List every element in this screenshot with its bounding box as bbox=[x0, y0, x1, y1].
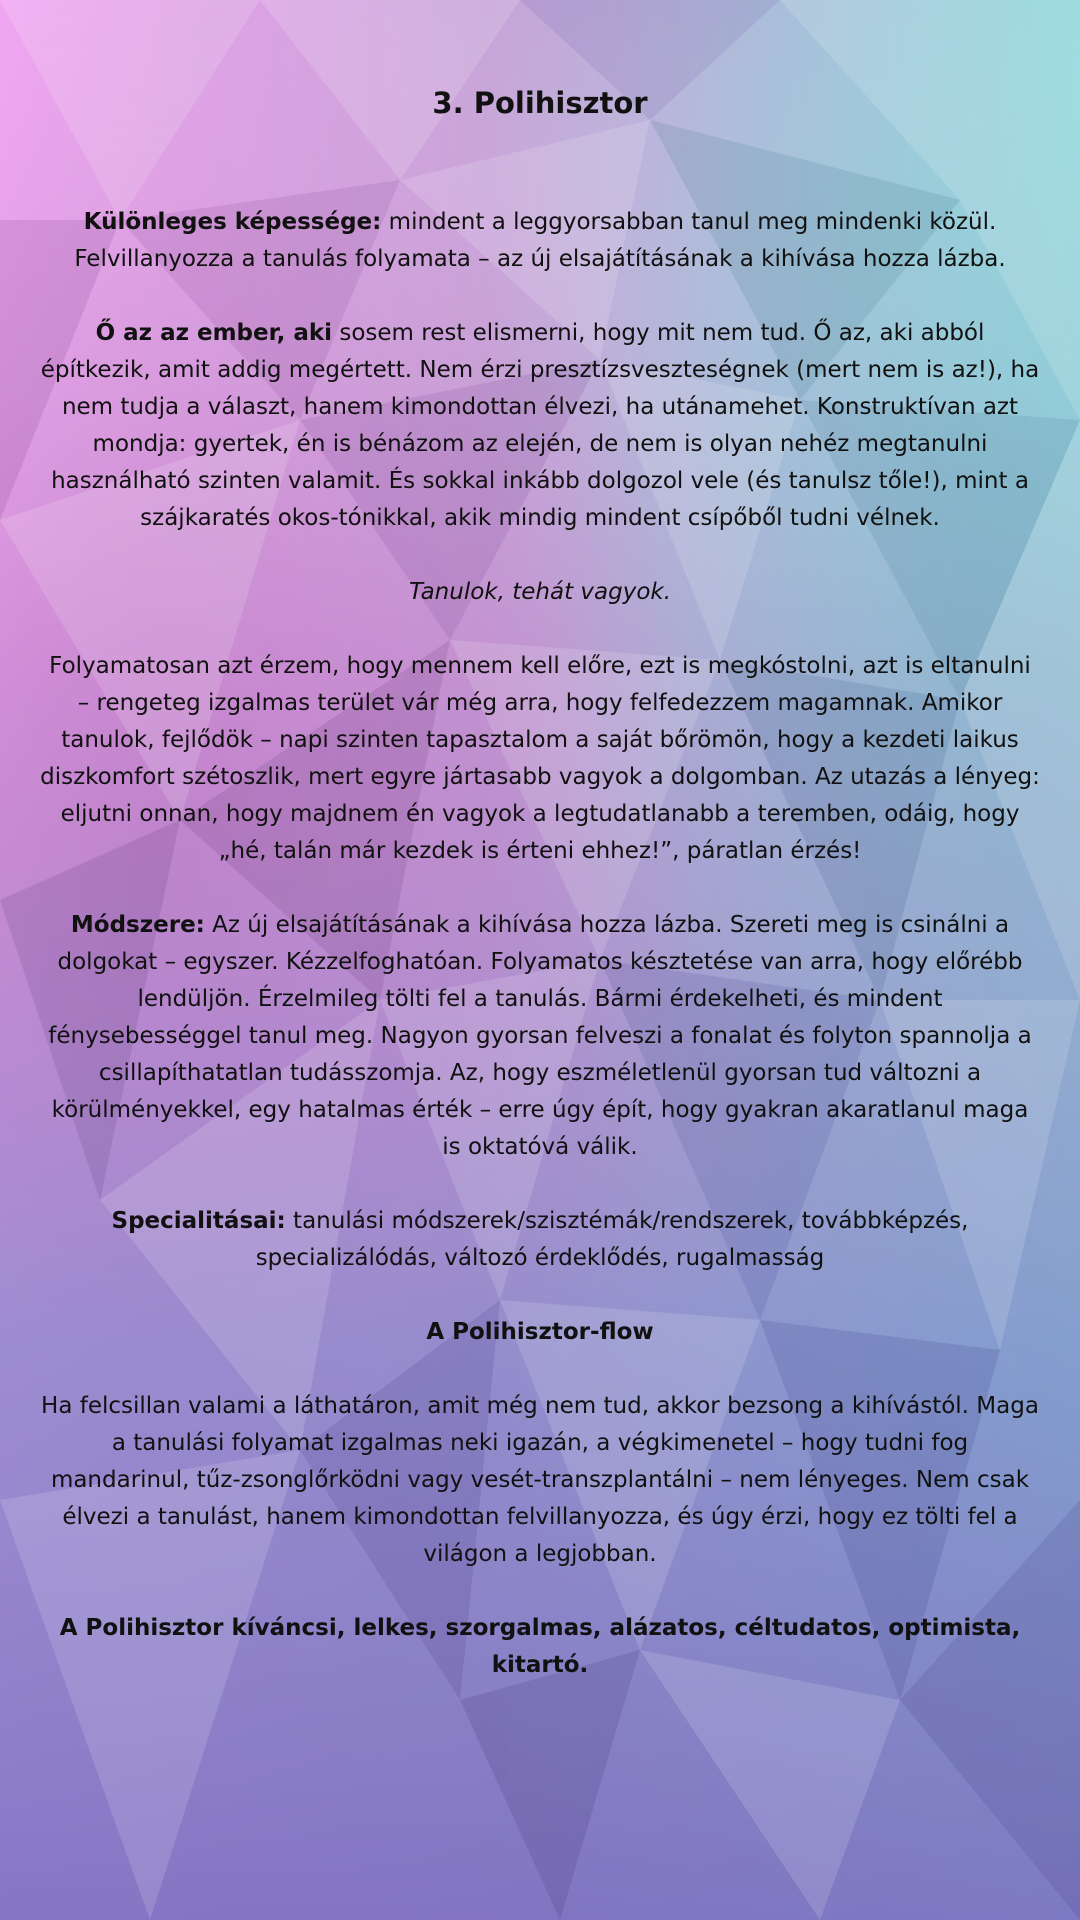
person-description-text: sosem rest elismerni, hogy mit nem tud. Ő az, aki abból építkezik, amit addig megértett. Nem érzi presztízsveszteségnek (mert nem is az!), ha nem tudja a választ, hanem kimondottan élvezi, ha utánamehet. Konstruktívan azt mondja: gyertek, én is bénázom az elején, de nem is olyan nehéz megtanulni használható szinten valamit. És sokkal inkább dolgozol vele (és tanulsz tőle!), mint a szájkaratés okos-tónikkal, akik mindig mindent csípőből tudni vélnek. bbox=[40, 320, 1040, 531]
method-paragraph bbox=[40, 907, 1040, 1166]
flow-heading: A Polihisztor-flow bbox=[426, 1319, 654, 1345]
method-label: Módszere: bbox=[70, 912, 205, 938]
page-title: 3. Polihisztor bbox=[432, 86, 648, 120]
article bbox=[40, 84, 1040, 1684]
specialties-paragraph bbox=[40, 1203, 1040, 1277]
person-description-label: Ő az az ember, aki bbox=[95, 320, 333, 346]
special-ability-paragraph bbox=[40, 204, 1040, 278]
method-text: Az új elsajátításának a kihívása hozza lázba. Szereti meg is csinálni a dolgokat – egyszer. Kézzelfoghatóan. Folyamatos késztetése van arra, hogy előrébb lendüljön. Érzelmileg tölti fel a tanulás. Bármi érdekelheti, és mindent fénysebességgel tanul meg. Nagyon gyorsan felveszi a fonalat és folyton spannolja a csillapíthatatlan tudásszomja. Az, hogy eszméletlenül gyorsan tud változni a körülményekkel, egy hatalmas érték – erre úgy épít, hogy gyakran akaratlanul maga is oktatóvá válik. bbox=[48, 912, 1032, 1160]
flow-paragraph: Ha felcsillan valami a láthatáron, amit még nem tud, akkor bezsong a kihívástól. Maga a tanulási folyamat izgalmas neki igazán, a végkimenetel – hogy tudni fog mandarinul, tűz-zsonglőrködni vagy vesét-transzplantálni – nem lényeges. Nem csak élvezi a tanulást, hanem kimondottan felvillanyozza, és úgy érzi, hogy ez tölti fel a világon a legjobban. bbox=[41, 1393, 1039, 1567]
specialties-label: Specialitásai: bbox=[111, 1208, 286, 1234]
first-person-paragraph: Folyamatosan azt érzem, hogy mennem kell előre, ezt is megkóstolni, azt is eltanulni – rengeteg izgalmas terület vár még arra, hogy felfedezzem magamnak. Amikor tanulok, fejlődök – napi szinten tapasztalom a saját bőrömön, hogy a kezdeti laikus diszkomfort szétoszlik, mert egyre jártasabb vagyok a dolgomban. Az utazás a lényeg: eljutni onnan, hogy majdnem én vagyok a legtudatlanabb a teremben, odáig, hogy „hé, talán már kezdek is érteni ehhez!”, páratlan érzés! bbox=[40, 653, 1040, 864]
closing-statement: A Polihisztor kíváncsi, lelkes, szorgalmas, alázatos, céltudatos, optimista, kitartó. bbox=[59, 1615, 1021, 1678]
special-ability-label: Különleges képessége: bbox=[83, 209, 382, 235]
specialties-text: tanulási módszerek/szisztémák/rendszerek, továbbképzés, specializálódás, változó érdeklődés, rugalmasság bbox=[255, 1208, 969, 1271]
motto: Tanulok, tehát vagyok. bbox=[408, 579, 672, 605]
special-ability-text: mindent a leggyorsabban tanul meg mindenki közül. Felvillanyozza a tanulás folyamata – az új elsajátításának a kihívása hozza lázba. bbox=[74, 209, 1006, 272]
person-description-paragraph bbox=[40, 315, 1040, 537]
